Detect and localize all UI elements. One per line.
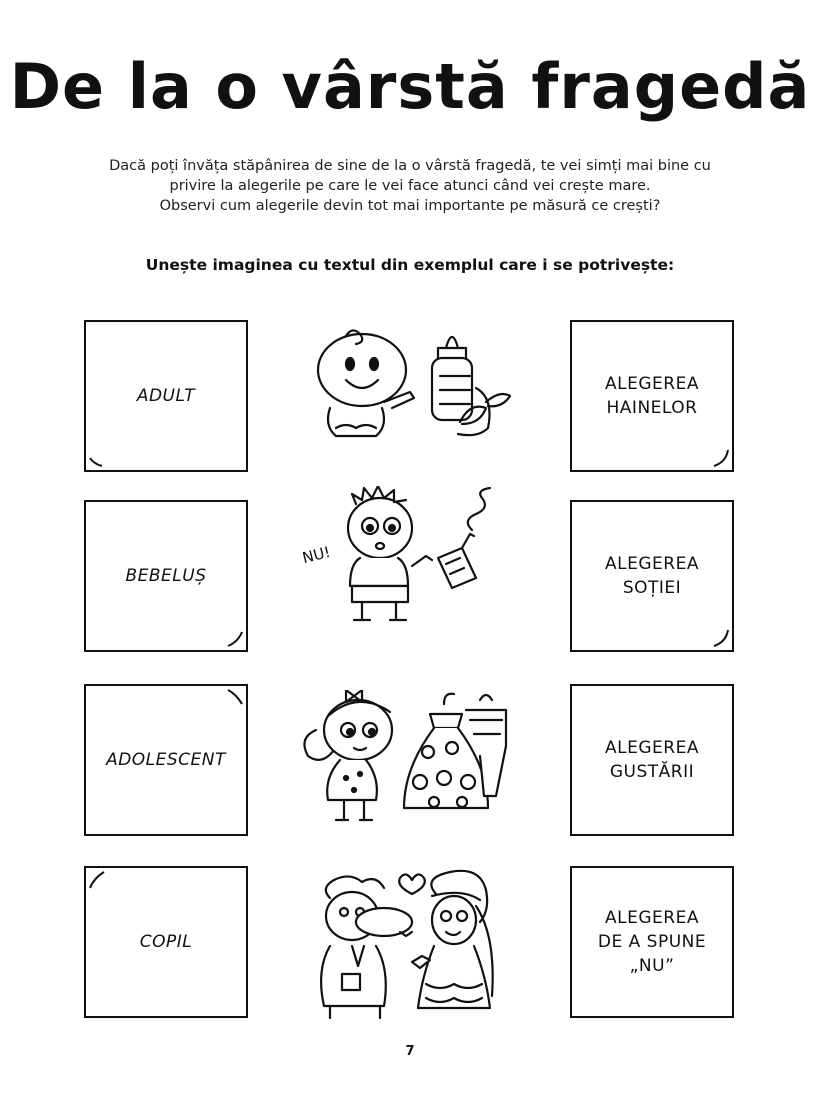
left-card-adolescent[interactable] xyxy=(84,684,248,836)
right-card-line-1: ALEGEREA xyxy=(605,738,699,758)
left-card-copil[interactable] xyxy=(84,866,248,1018)
right-card-line-2: HAINELOR xyxy=(606,398,698,418)
right-card-line-2: DE A SPUNE xyxy=(597,932,707,952)
bride-and-groom-icon xyxy=(300,866,512,1022)
left-card-bebelus[interactable] xyxy=(84,500,248,652)
right-card-alegerea-hainelor[interactable] xyxy=(570,320,734,472)
instruction-text: Unește imaginea cu textul din exemplul care i se potrivește: xyxy=(145,256,675,274)
right-card-text xyxy=(598,906,706,978)
left-card-label: ADOLESCENT xyxy=(106,750,226,770)
right-card-alegerea-gustarii[interactable] xyxy=(570,684,734,836)
left-card-label: BEBELUȘ xyxy=(125,566,207,586)
right-card-line-1: ALEGEREA xyxy=(605,908,699,928)
right-card-text xyxy=(605,736,699,784)
intro-paragraph xyxy=(60,156,760,216)
page-title: De la o vârstă fragedă xyxy=(9,50,811,123)
page-curl-icon xyxy=(88,870,108,890)
page-curl-icon xyxy=(224,688,244,708)
right-card-line-1: ALEGEREA xyxy=(605,554,699,574)
page-curl-icon xyxy=(224,628,244,648)
right-card-line-1: ALEGEREA xyxy=(605,374,699,394)
page-curl-icon xyxy=(710,628,730,648)
left-card-label: ADULT xyxy=(136,386,196,406)
page-curl-icon xyxy=(88,448,108,468)
intro-line-3: Observi cum alegerile devin tot mai importante pe măsură ce crești? xyxy=(159,198,661,214)
right-card-alegerea-sotiei[interactable] xyxy=(570,500,734,652)
right-card-alegerea-de-a-spune-nu[interactable] xyxy=(570,866,734,1018)
right-card-line-2: SOȚIEI xyxy=(622,578,682,598)
right-card-line-3: „NU” xyxy=(629,956,675,976)
right-card-text xyxy=(605,552,699,600)
left-card-label: COPIL xyxy=(139,932,193,952)
page-number: 7 xyxy=(405,1044,415,1059)
speech-text: NU! xyxy=(300,542,333,568)
girl-with-dress-icon xyxy=(294,690,516,828)
boy-refusing-cigarettes-icon xyxy=(296,486,506,626)
baby-with-bottle-icon xyxy=(300,318,515,446)
page-curl-icon xyxy=(710,448,730,468)
left-card-adult[interactable] xyxy=(84,320,248,472)
intro-line-1: Dacă poți învăța stăpânirea de sine de la o vârstă fragedă, te vei simți mai bine cu xyxy=(109,158,711,174)
right-card-line-2: GUSTĂRII xyxy=(609,762,695,782)
right-card-text xyxy=(605,372,699,420)
intro-line-2: privire la alegerile pe care le vei face atunci când vei crește mare. xyxy=(169,178,651,194)
